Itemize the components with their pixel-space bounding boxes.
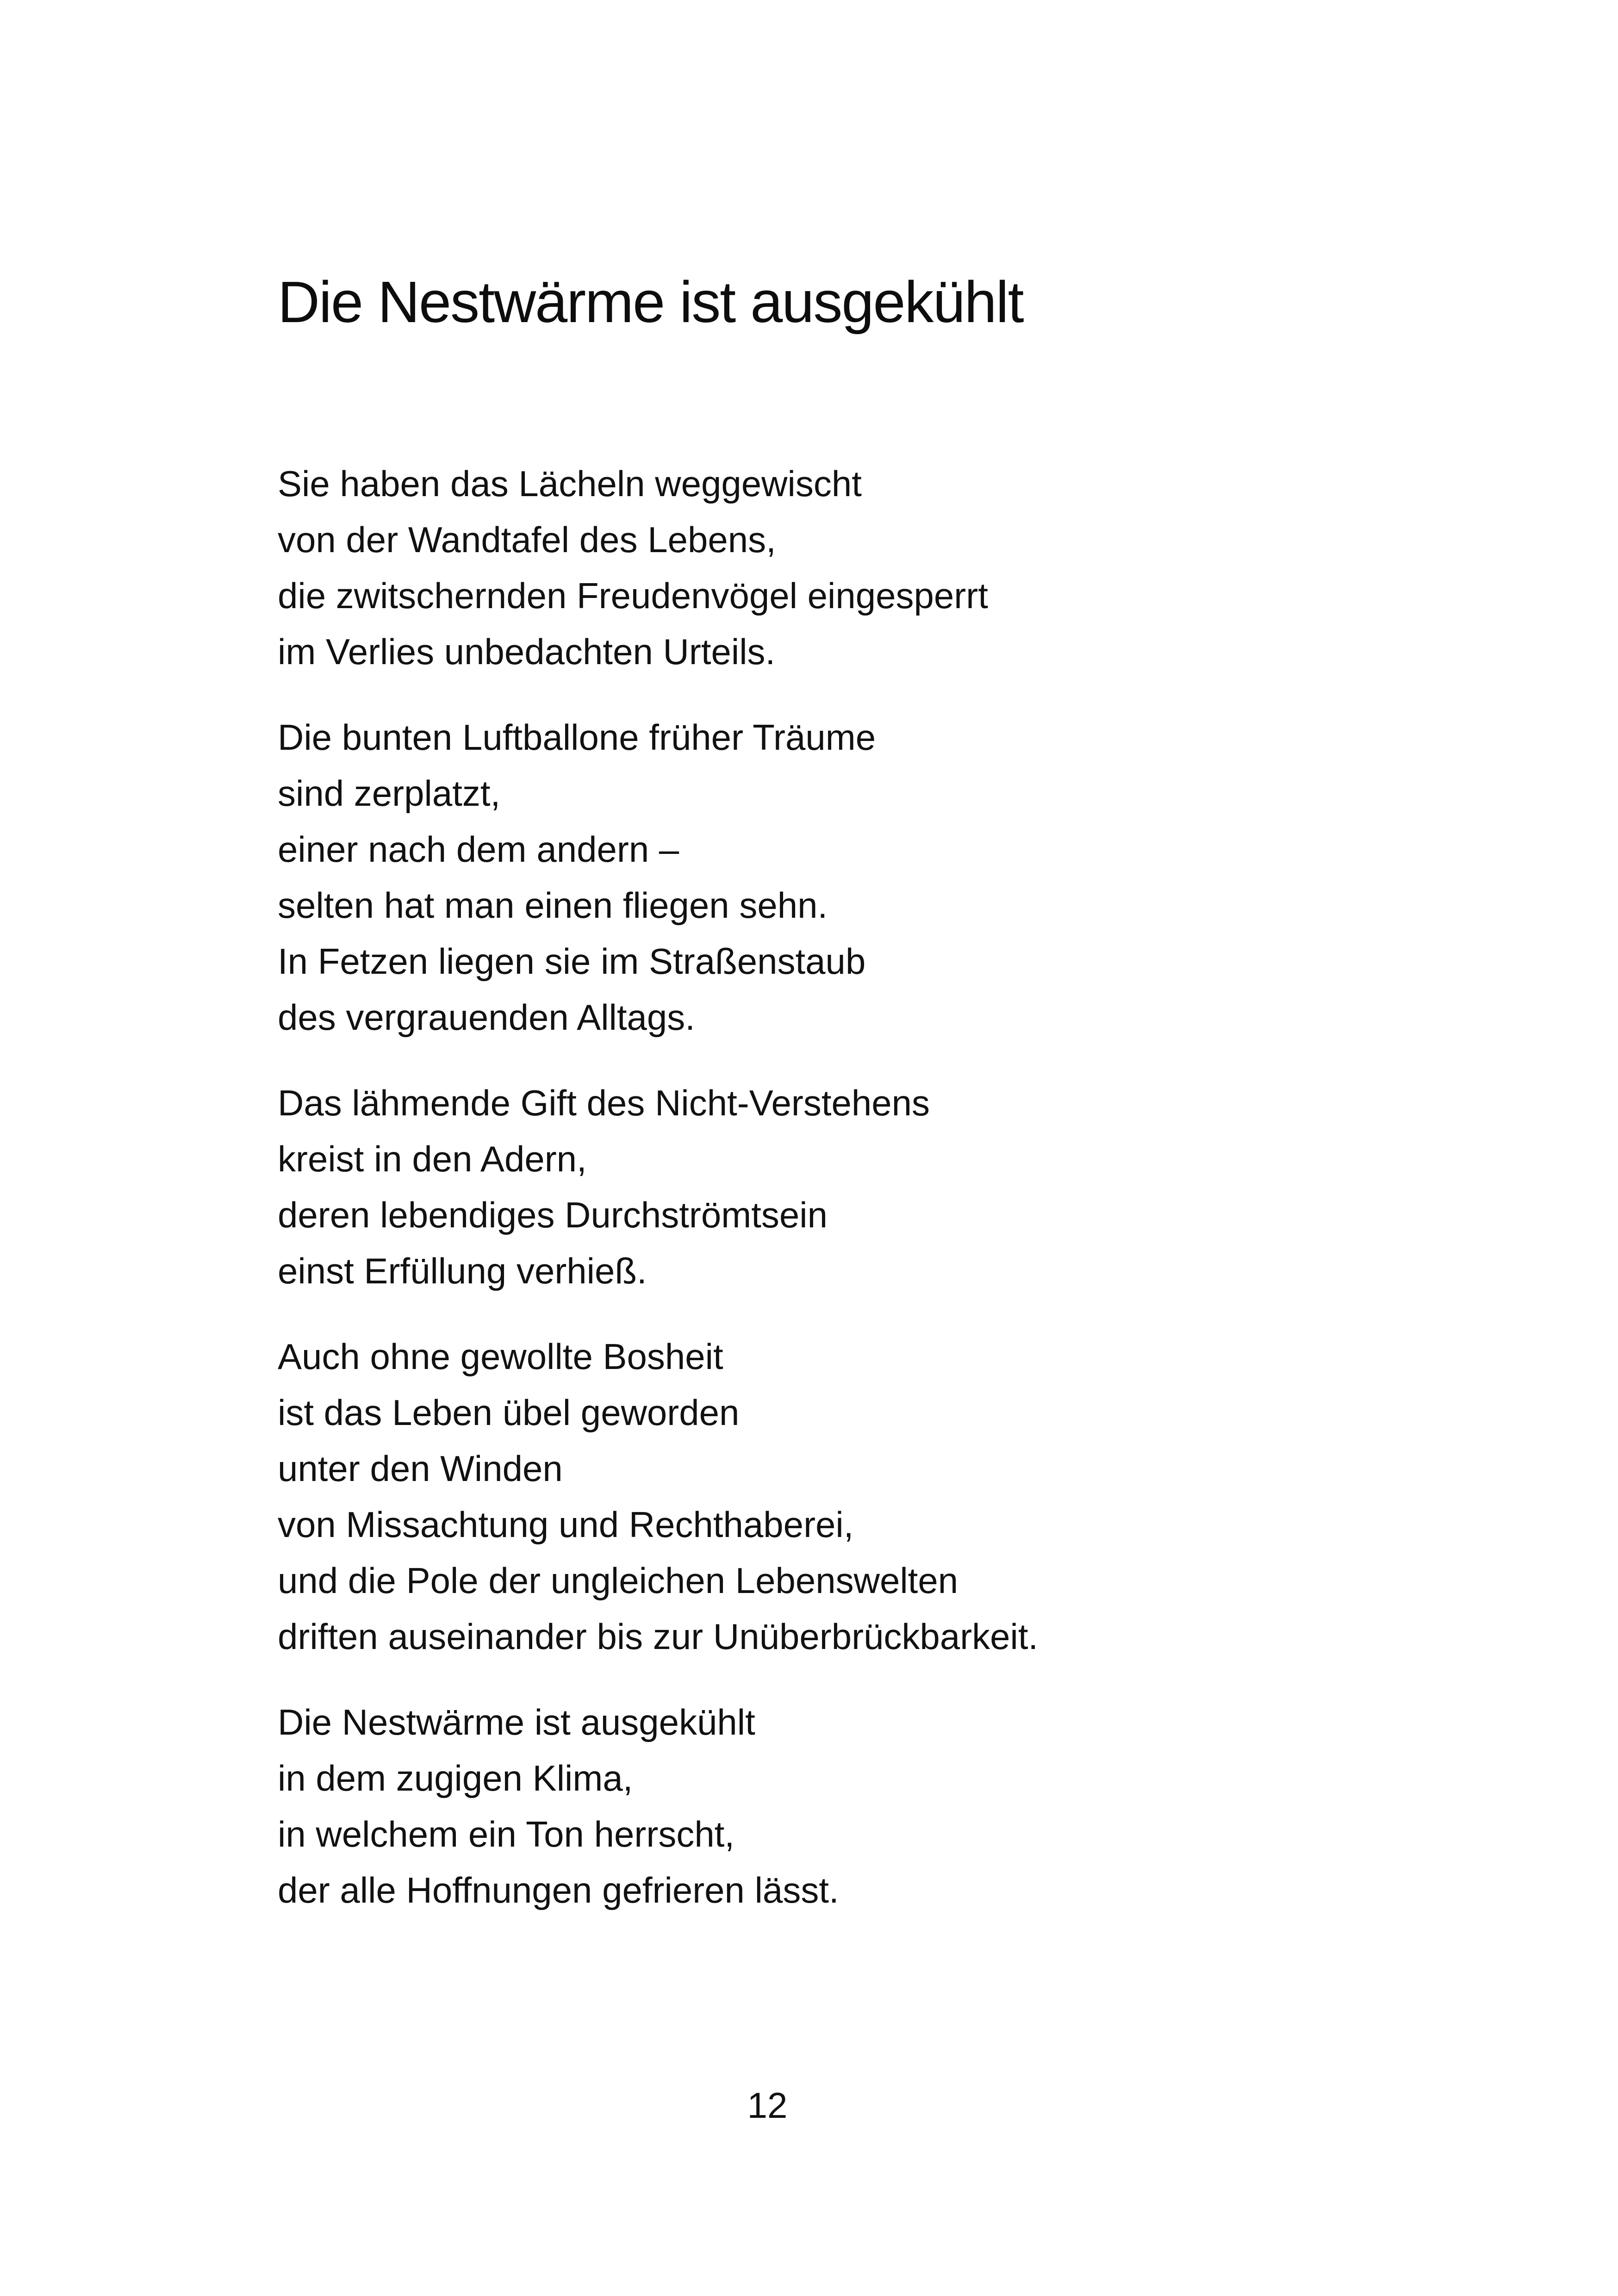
poem-line: Auch ohne gewollte Bosheit — [278, 1336, 723, 1377]
poem-line: die zwitschernden Freudenvögel eingesperrt — [278, 575, 988, 616]
poem-body — [278, 456, 1388, 1948]
poem-line: und die Pole der ungleichen Lebenswelten — [278, 1560, 958, 1601]
poem-title: Die Nestwärme ist ausgekühlt — [278, 269, 1023, 335]
poem-line: von Missachtung und Rechthaberei, — [278, 1504, 854, 1545]
poem-line: Die Nestwärme ist ausgekühlt — [278, 1702, 755, 1742]
poem-line: selten hat man einen fliegen sehn. — [278, 885, 828, 926]
poem-line: In Fetzen liegen sie im Straßenstaub — [278, 941, 866, 982]
poem-line: Das lähmende Gift des Nicht-Verstehens — [278, 1083, 930, 1123]
stanza-3 — [278, 1075, 1388, 1299]
poem-line: der alle Hoffnungen gefrieren lässt. — [278, 1870, 839, 1910]
poem-line: in welchem ein Ton herrscht, — [278, 1814, 735, 1854]
poem-line: Die bunten Luftballone früher Träume — [278, 717, 876, 758]
poem-line: des vergrauenden Alltags. — [278, 997, 695, 1038]
poem-line: ist das Leben übel geworden — [278, 1392, 740, 1433]
stanza-2 — [278, 709, 1388, 1045]
poem-line: in dem zugigen Klima, — [278, 1758, 633, 1798]
poem-line: einer nach dem andern – — [278, 829, 679, 870]
stanza-1 — [278, 456, 1388, 680]
poem-line: von der Wandtafel des Lebens, — [278, 519, 776, 560]
stanza-5 — [278, 1694, 1388, 1918]
poem-line: unter den Winden — [278, 1448, 563, 1489]
page-number: 12 — [747, 2085, 788, 2126]
poem-line: im Verlies unbedachten Urteils. — [278, 631, 776, 672]
stanza-4 — [278, 1329, 1388, 1665]
poem-line: sind zerplatzt, — [278, 773, 501, 814]
poem-line: einst Erfüllung verhieß. — [278, 1251, 647, 1291]
poem-line: driften auseinander bis zur Unüberbrückbarkeit. — [278, 1616, 1039, 1657]
poem-line: deren lebendiges Durchströmtsein — [278, 1195, 828, 1235]
poem-line: kreist in den Adern, — [278, 1139, 587, 1179]
poem-line: Sie haben das Lächeln weggewischt — [278, 463, 862, 504]
